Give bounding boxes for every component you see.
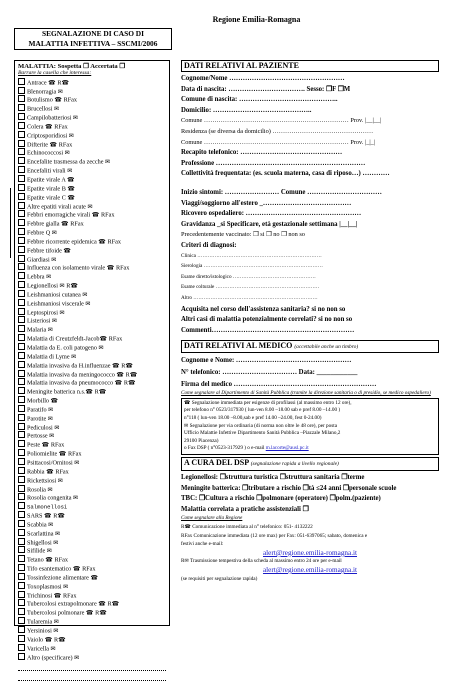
patient-field-row[interactable]: Comune …………………………………………………………… Prov. |__|__| [181, 117, 382, 125]
checkbox-icon[interactable] [18, 255, 25, 262]
checkbox-icon[interactable] [18, 228, 25, 235]
disease-item[interactable]: Altre epatiti virali acute ✉ [18, 202, 166, 211]
checkbox-icon[interactable] [18, 529, 25, 536]
doctor-field-row[interactable]: Cognome e Nome: …………………………………………… [181, 357, 352, 365]
disease-item[interactable]: Antrace ☎ R☎ [18, 78, 166, 87]
dsp-note: (segnalazione rapida a livello regionale) [250, 460, 339, 467]
dsp-box-line: 29100 Piacenza) [184, 437, 219, 444]
doctor-note: (accettabile anche un timbro) [294, 343, 359, 350]
doctor-section-title [181, 340, 439, 354]
disease-item[interactable]: Scarlattina ✉ [18, 529, 166, 538]
disease-item[interactable]: SARS ☎ R☎ [18, 511, 166, 520]
disease-item[interactable]: Campilobatteriosi ✉ [18, 113, 166, 122]
checkbox-icon[interactable] [18, 95, 25, 102]
patient-field-row[interactable]: Data di nascita: ……………………………. Sesso: ❒F ❒M [181, 85, 351, 93]
disease-item[interactable]: Febbre gialla ☎ RFax [18, 219, 166, 228]
dsp-row[interactable]: TBC: ❒Cultura a rischio ❒polmonare (operatore) ❒polm.(paziente) [181, 495, 381, 503]
email-link[interactable]: m.lacorte@ausl.pc.it [265, 445, 309, 452]
other-line-2 [18, 674, 166, 681]
checkbox-icon[interactable] [18, 361, 25, 368]
disease-item[interactable]: Tetano ☎ RFax [18, 555, 166, 564]
checkbox-icon[interactable] [18, 538, 25, 545]
disease-item[interactable]: Lebbra ✉ [18, 272, 166, 281]
disease-item[interactable]: Malattia da E. coli patogeno ✉ [18, 343, 166, 352]
checkbox-icon[interactable] [18, 193, 25, 200]
checkbox-icon[interactable] [18, 387, 25, 394]
checkbox-icon[interactable] [18, 166, 25, 173]
checkbox-icon[interactable] [18, 272, 25, 279]
disease-item[interactable]: Vaiolo ☎ R☎ [18, 635, 166, 644]
checkbox-icon[interactable] [18, 175, 25, 182]
patient-field-row[interactable]: Comune …………………………………………………………… Prov. |_|_| [181, 138, 376, 146]
patient-field-row[interactable]: Commenti……………………………………………………… [181, 326, 355, 334]
patient-field-row[interactable]: Clinica ……………………………………………………………… [181, 252, 322, 259]
checkbox-icon[interactable] [18, 440, 25, 447]
doctor-title-text: DATI RELATIVI AL MEDICO [184, 340, 293, 350]
patient-field-row[interactable]: Sierologia …………………………………………………………… [181, 263, 323, 270]
checkbox-icon[interactable] [18, 237, 25, 244]
checkbox-icon[interactable] [18, 493, 25, 500]
disease-item[interactable]: Pertosse ✉ [18, 431, 166, 440]
checkbox-icon[interactable] [18, 290, 25, 297]
checkbox-icon[interactable] [18, 334, 25, 341]
checkbox-icon[interactable] [18, 617, 25, 624]
disease-item[interactable]: Febbri emorragiche virali ☎ RFax [18, 210, 166, 219]
checkbox-icon[interactable] [18, 546, 25, 553]
disease-item[interactable]: Shigellosi ✉ [18, 538, 166, 547]
disease-item[interactable]: Encefaliti virali ✉ [18, 166, 166, 175]
checkbox-icon[interactable] [18, 316, 25, 323]
dsp-row: R☎ Comunicazione immediata al n° telefonico: 051- 4132222 [181, 524, 313, 531]
disease-subheader: Barrare la casella che interessa: [18, 70, 92, 77]
disease-item[interactable]: Malattia di Creutzfeldt-Jacob☎ RFax [18, 334, 166, 343]
dsp-row: (se requisiti per segnalazione rapida) [181, 575, 258, 582]
disease-item[interactable]: Poliomielite ☎ RFax [18, 449, 166, 458]
checkbox-icon[interactable] [18, 219, 25, 226]
disease-item[interactable]: Yersiniosi ✉ [18, 626, 166, 635]
dsp-box-line: Ufficio Malattie Infettive Dipartimento Sanità Pubblica –Piazzale Milano,2 [184, 430, 341, 437]
disease-item[interactable]: Peste ☎ RFax [18, 440, 166, 449]
disease-item[interactable]: Tossinfezione alimentare ☎ [18, 573, 166, 582]
disease-item[interactable]: Febbre ricorrente epidemica ☎ RFax [18, 237, 166, 246]
patient-field-row[interactable]: Precedentemente vaccinato: ❒ si ❒ no ❒ non so [181, 231, 305, 239]
checkbox-icon[interactable] [18, 299, 25, 306]
dsp-row[interactable]: Legionellosi: ❒struttura turistica ❒struttura sanitaria ❒terme [181, 474, 365, 482]
disease-item[interactable]: Criptosporidiosi ✉ [18, 131, 166, 140]
form-title [14, 28, 172, 50]
disease-item[interactable]: Listeriosi ✉ [18, 316, 166, 325]
disease-item[interactable]: Febbre Q ✉ [18, 228, 166, 237]
dsp-box-line: ☎ Segnalazione immediata per esigenze di profilassi (al massimo entro 12 ore), [184, 399, 352, 406]
form-title-line-2: MALATTIA INFETTIVA – SSCMI/2006 [28, 39, 158, 48]
dsp-box [181, 398, 439, 455]
disease-item[interactable]: Rickettsiosi ✉ [18, 476, 166, 485]
dsp-box-line: per telefono n° 0523/317930 ( lun-ven 8.00 –18.00 sab e pref 8.00 –14.00 ) [184, 407, 341, 414]
doctor-field-row[interactable]: Firma del medico ……………………………………………………… [181, 380, 377, 388]
checkbox-icon[interactable] [18, 414, 25, 421]
checkbox-icon[interactable] [18, 184, 25, 191]
disease-item[interactable]: Epatite virale B ☎ [18, 184, 166, 193]
checkbox-icon[interactable] [18, 263, 25, 270]
checkbox-icon[interactable] [18, 78, 25, 85]
checkbox-icon[interactable] [18, 599, 25, 606]
patient-form [181, 60, 439, 626]
checkbox-icon[interactable] [18, 635, 25, 642]
form-title-line-1: SEGNALAZIONE DI CASO DI [41, 29, 145, 38]
disease-item[interactable]: Febbre tifoide ☎ [18, 246, 166, 255]
patient-field-row[interactable]: Esame diretto/istologico ………………………………………… [181, 273, 316, 280]
patient-field-row[interactable]: Criteri di diagnosi: [181, 242, 237, 249]
disease-item[interactable]: Echinococcosi ✉ [18, 148, 166, 157]
patient-field-row[interactable]: Gravidanza _si Specificare, età gestazionale settimana |__|__| [181, 220, 358, 228]
disease-item[interactable]: Tubercolosi polmonare ☎ R☎ [18, 608, 166, 617]
checkbox-icon[interactable] [18, 644, 25, 651]
checkbox-icon[interactable] [18, 325, 25, 332]
patient-field-row[interactable]: Altro ……………………………………………………………… [181, 294, 318, 301]
disease-item[interactable]: Blenorragia ✉ [18, 87, 166, 96]
checkbox-icon[interactable] [18, 608, 25, 615]
patient-field-row[interactable]: Esame colturale …………………………………………………… [181, 284, 320, 291]
disease-item[interactable]: Malaria ✉ [18, 325, 166, 334]
patient-field-row[interactable]: Comune di nascita: …………………………………….. [181, 96, 338, 104]
disease-item[interactable]: Giardiasi ✉ [18, 255, 166, 264]
email-link[interactable]: alert@regione.emilia-romagna.it [262, 548, 358, 557]
patient-field-row[interactable]: Viaggi/soggiorno all'estero _………………………………… [181, 199, 352, 207]
patient-field-row[interactable]: Ricovero ospedaliero: …………………………………………… [181, 210, 362, 218]
disease-item[interactable]: Difterite ☎ RFax [18, 140, 166, 149]
checkbox-icon[interactable] [18, 405, 25, 412]
disease-item[interactable]: Botulismo ☎ RFax [18, 95, 166, 104]
checkbox-icon[interactable] [18, 591, 25, 598]
dsp-row[interactable]: Meningite batterica: ❒tributare a rischio ❒tà ≤24 anni ❒personale scuole [181, 484, 397, 492]
patient-field-row[interactable]: Cognome/Nome …………………………………………… [181, 75, 345, 83]
disease-item[interactable]: Rosolia ✉ [18, 485, 166, 494]
region-header: Regione Emilia-Romagna [212, 15, 301, 24]
disease-item[interactable]: Paratifo ✉ [18, 405, 166, 414]
disease-item[interactable]: Sifilide ✉ [18, 546, 166, 555]
dsp-row: RFax Comunicazione immediata (12 ore max) per Fax: 051-6397065; sabato, domenica e [181, 532, 368, 539]
checkbox-icon[interactable] [18, 104, 25, 111]
dsp-row[interactable]: Malattia correlata a pratiche assistenziali ❒ [181, 505, 309, 513]
disease-item[interactable]: Toxoplasmosi ✉ [18, 582, 166, 591]
doctor-field-row[interactable]: N° telefonico: …………………………… Data: ____________ [181, 369, 358, 377]
checkbox-icon[interactable] [18, 502, 25, 509]
checkbox-icon[interactable] [18, 458, 25, 465]
disease-item[interactable]: Tubercolosi extrapolmonare ☎ R☎ [18, 599, 166, 608]
disease-item[interactable]: Epatite virale C ☎ [18, 193, 166, 202]
disease-item[interactable]: Leishmaniosi viscerale ✉ [18, 299, 166, 308]
checkbox-icon[interactable] [18, 210, 25, 217]
patient-field-row[interactable]: Professione ………………………………………………………… [181, 159, 366, 167]
patient-field-row[interactable]: Altri casi di malattia potenzialmente correlati? si no non so [181, 316, 353, 324]
checkbox-icon[interactable] [18, 131, 25, 138]
dsp-box-line: n°118 ( lun-ven 18.00 –8.00,sab e pref 14.00 –24.00, fest 0-24.00) [184, 415, 322, 421]
checkbox-icon[interactable] [18, 343, 25, 350]
disease-item[interactable]: Encefalite trasmessa da zecche ✉ [18, 157, 166, 166]
dsp-section-title [181, 457, 439, 471]
checkbox-icon[interactable] [18, 378, 25, 385]
checkbox-icon[interactable] [18, 148, 25, 155]
patient-field-row[interactable]: Domicilio: …………………………………….. [181, 106, 312, 114]
disease-item[interactable]: Tifo esantematico ☎ RFax [18, 564, 166, 573]
disease-item[interactable]: Malattia invasiva da pneumococco ☎ R☎ [18, 378, 166, 387]
disease-item[interactable]: Legionellosi ✉ R☎ [18, 281, 166, 290]
disease-item[interactable]: Tularemia ✉ [18, 617, 166, 626]
disease-item[interactable]: Malattia di Lyme ✉ [18, 352, 166, 361]
disease-item[interactable]: Parotite ✉ [18, 414, 166, 423]
checkbox-icon[interactable] [18, 511, 25, 518]
checkbox-icon[interactable] [18, 582, 25, 589]
disease-item[interactable]: Colera ☎ RFax [18, 122, 166, 131]
checkbox-icon[interactable] [18, 485, 25, 492]
disease-item[interactable]: Morbillo ☎ [18, 396, 166, 405]
checkbox-icon[interactable] [18, 653, 25, 660]
disease-item[interactable]: Psittacosi/Ornitosi ✉ [18, 458, 166, 467]
checkbox-icon[interactable] [18, 476, 25, 483]
checkbox-icon[interactable] [18, 520, 25, 527]
disease-item[interactable]: Varicella ✉ [18, 644, 166, 653]
disease-header: MALATTIA: Sospetta ❒ Accertata ❒ [18, 63, 126, 70]
checkbox-icon[interactable] [18, 449, 25, 456]
dsp-row: R✉ Trasmissione tempestiva della scheda al massimo entro 24 ore per e-mail [181, 558, 342, 565]
email-link[interactable]: alert@regione.emilia-romagna.it [262, 566, 358, 574]
disease-item[interactable]: Epatite virale A ☎ [18, 175, 166, 184]
disease-list-panel [14, 60, 170, 662]
checkbox-icon[interactable] [18, 140, 25, 147]
checkbox-icon[interactable] [18, 555, 25, 562]
checkbox-icon[interactable] [18, 87, 25, 94]
patient-field-row[interactable]: Inizio sintomi: …………………… Comune …………………………… [181, 189, 382, 197]
checkbox-icon[interactable] [18, 202, 25, 209]
disease-item[interactable]: Malattia invasiva da meningococco ☎ R☎ [18, 370, 166, 379]
patient-field-row[interactable]: Acquisita nel corso dell'assistenza sanitaria? si no non so [181, 305, 346, 313]
disease-item[interactable]: Pediculosi ✉ [18, 423, 166, 432]
patient-section-title: DATI RELATIVI AL PAZIENTE [181, 60, 439, 72]
patient-field-row[interactable]: Collettività frequentata: (es. scuola materna, casa di riposo…) ………… [181, 170, 390, 178]
checkbox-icon[interactable] [18, 467, 25, 474]
checkbox-icon[interactable] [18, 122, 25, 129]
dsp-instruction: Come segnalare al Dipartimento di Sanità Pubblica (tramite la direzione sanitaria o di presidio, se medico ospedaliero) [181, 390, 431, 397]
disease-item[interactable]: Influenza con isolamento virale ☎ RFax [18, 263, 166, 272]
checkbox-icon[interactable] [18, 352, 25, 359]
patient-field-row[interactable]: Residenza (se diversa da domicilio) ………………………………………… [181, 128, 374, 136]
checkbox-icon[interactable] [18, 564, 25, 571]
disease-item[interactable]: Meningite batterica n.s.☎ R☎ [18, 387, 166, 396]
checkbox-icon[interactable] [18, 246, 25, 253]
disease-item[interactable]: Altro (specificare) ✉ [18, 653, 166, 662]
checkbox-icon[interactable] [18, 370, 25, 377]
disease-item[interactable]: Trichinosi ☎ RFax [18, 591, 166, 600]
patient-field-row[interactable]: Recapito telefonico: ……………………………………… [181, 149, 343, 157]
checkbox-icon[interactable] [18, 396, 25, 403]
dsp-box-line: o Fax DSP ( n°0523-317929 ) o e-mail m.lacorte@ausl.pc.it [184, 445, 309, 452]
checkbox-icon[interactable] [18, 626, 25, 633]
checkbox-icon[interactable] [18, 113, 25, 120]
dsp-row: festivi anche e-mail: [181, 541, 224, 548]
checkbox-icon[interactable] [18, 281, 25, 288]
dsp-box-line: ✉ Segnalazione per via ordinaria (di norma non oltre le 48 ore), per posta [184, 422, 338, 429]
dsp-title-text: A CURA DEL DSP [184, 457, 249, 467]
disease-item[interactable]: Rabbia ☎ RFax [18, 467, 166, 476]
dsp-row: Come segnalare alla Regione [181, 515, 243, 522]
checkbox-icon[interactable] [18, 308, 25, 315]
disease-item[interactable]: Leptospirosi ✉ [18, 308, 166, 317]
disease-item[interactable]: Scabbia ✉ [18, 520, 166, 529]
disease-item[interactable]: Malattia invasiva da H.influenzae ☎ R☎ [18, 361, 166, 370]
checkbox-icon[interactable] [18, 157, 25, 164]
checkbox-icon[interactable] [18, 423, 25, 430]
disease-item[interactable]: Brucellosi ✉ [18, 104, 166, 113]
disease-item[interactable]: Leishmaniosi cutanea ✉ [18, 290, 166, 299]
other-line-1 [18, 664, 166, 671]
disease-item[interactable]: Salmonellosi [18, 502, 166, 511]
disease-item[interactable]: Rosolia congenita ✉ [18, 493, 166, 502]
checkbox-icon[interactable] [18, 573, 25, 580]
checkbox-icon[interactable] [18, 431, 25, 438]
